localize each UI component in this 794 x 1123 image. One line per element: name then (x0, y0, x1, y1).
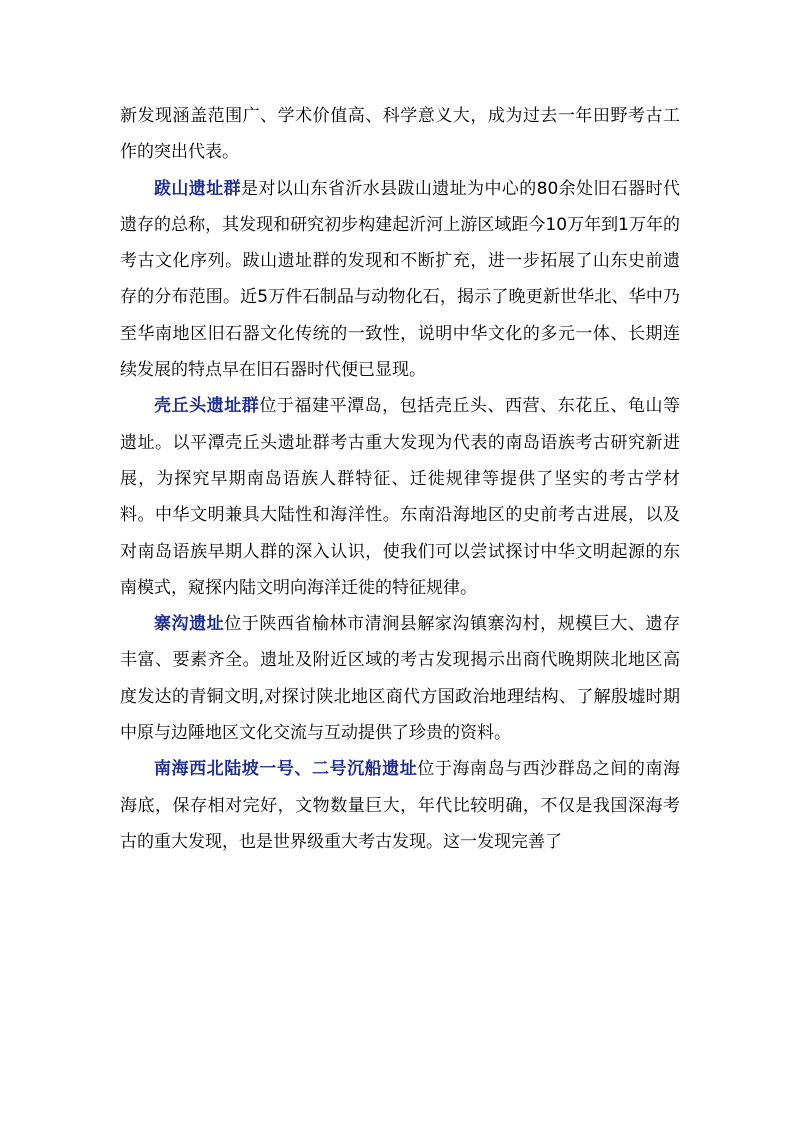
paragraph-text: 位于陕西省榆林市清涧县解家沟镇寨沟村，规模巨大、遗存丰富、要素齐全。遗址及附近区域的考古发现揭示出商代晚期陕北地区高度发达的青铜文明,对探讨陕北地区商代方国政治地理结构、了解殷墟时期中原与边陲地区文化交流与互动提供了珍贵的资料。 (120, 614, 681, 744)
paragraph-text: 新发现涵盖范围广、学术价值高、科学意义大，成为过去一年田野考古工作的突出代表。 (120, 106, 680, 163)
article-body (120, 98, 680, 860)
paragraph-intro (120, 98, 680, 171)
site-name-shipwreck: 南海西北陆坡一号、二号沉船遗址 (154, 759, 418, 780)
site-name-bashan: 跋山遗址群 (154, 178, 241, 199)
site-name-keqiutou: 壳丘头遗址群 (154, 396, 260, 417)
paragraph-text: 位于福建平潭岛，包括壳丘头、西营、东花丘、龟山等遗址。以平潭壳丘头遗址群考古重大发现为代表的南岛语族考古研究新进展，为探究早期南岛语族人群特征、迁徙规律等提供了坚实的考古学材料。中华文明兼具大陆性和海洋性。东南沿海地区的史前考古进展，以及对南岛语族早期人群的深入认识，使我们可以尝试探讨中华文明起源的东南模式，窥探内陆文明向海洋迁徙的特征规律。 (120, 396, 681, 598)
paragraph-text: 是对以山东省沂水县跋山遗址为中心的80余处旧石器时代遗存的总称，其发现和研究初步构建起沂河上游区域距今10万年到1万年的考古文化序列。跋山遗址群的发现和不断扩充，进一步拓展了山东史前遗存的分布范围。近5万件石制品与动物化石，揭示了晚更新世华北、华中乃至华南地区旧石器文化传统的一致性，说明中华文化的多元一体、长期连续发展的特点早在旧石器时代便已显现。 (120, 178, 681, 381)
paragraph-zhaigou (120, 606, 680, 751)
paragraph-text: 位于海南岛与西沙群岛之间的南海海底，保存相对完好，文物数量巨大，年代比较明确，不仅是我国深海考古的重大发现，也是世界级重大考古发现。这一发现完善了 (120, 759, 681, 852)
paragraph-bashan (120, 171, 680, 389)
site-name-zhaigou: 寨沟遗址 (154, 614, 225, 635)
paragraph-keqiutou (120, 388, 680, 606)
paragraph-shipwreck (120, 751, 680, 860)
